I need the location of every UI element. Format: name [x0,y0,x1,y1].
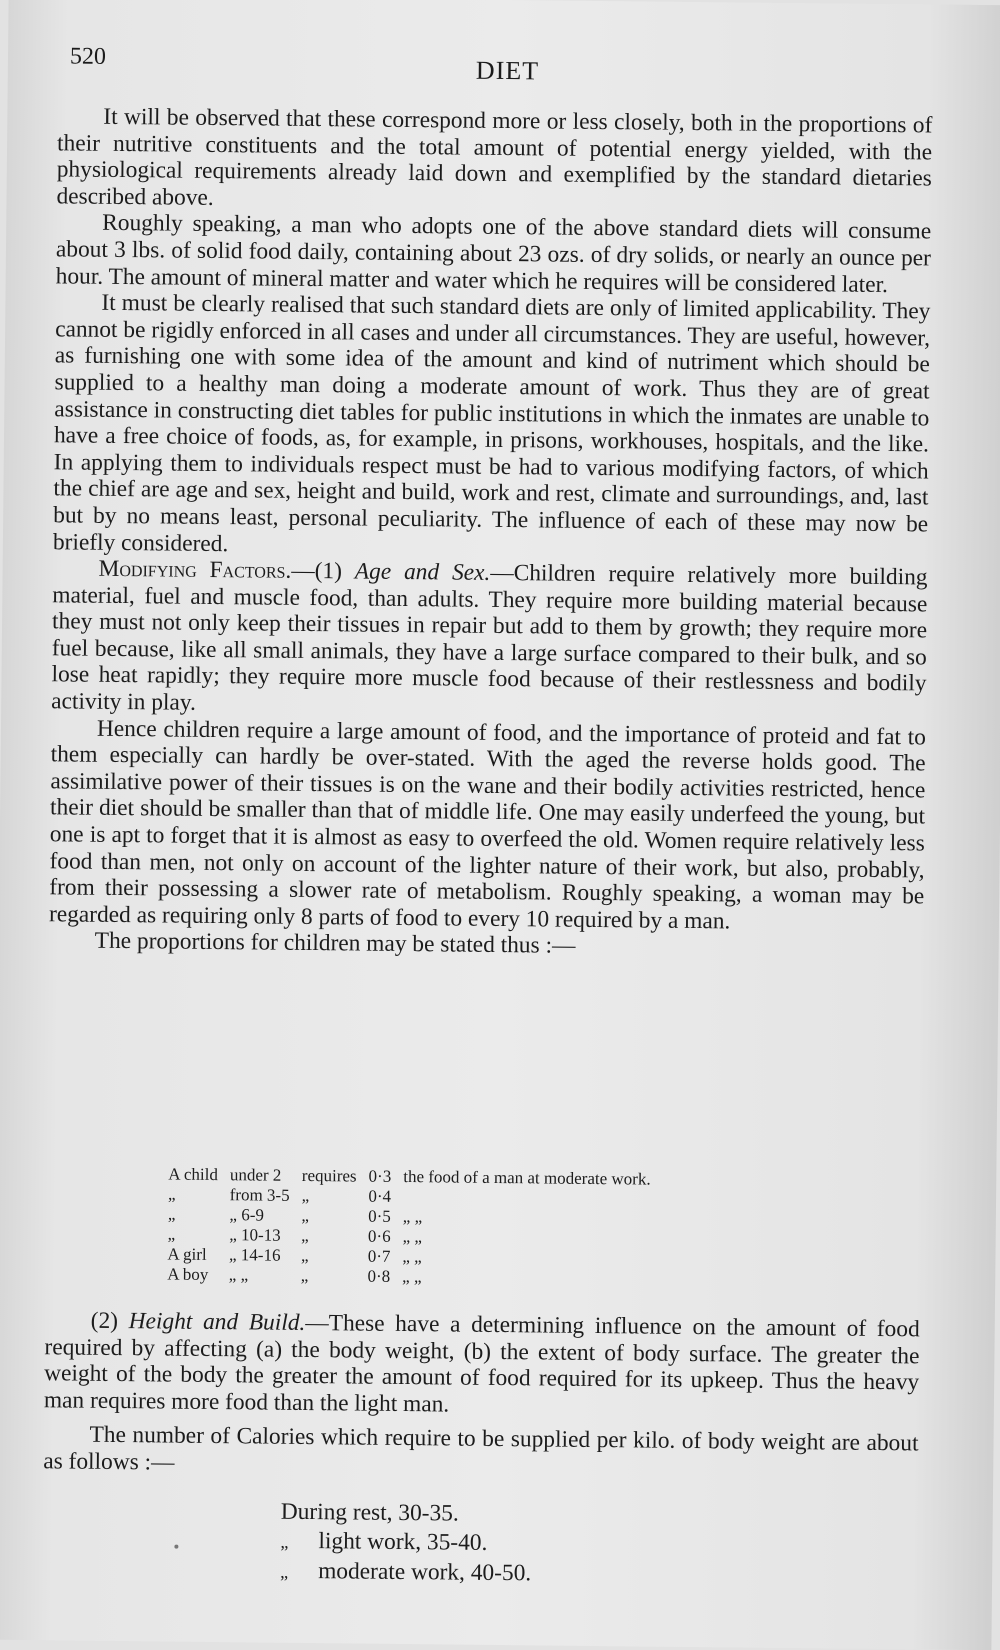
paragraph-height-and-build [44,1307,920,1423]
calories-light: „ light work, 35-40. [280,1528,488,1556]
table-cell-who: „ [167,1204,176,1224]
table-cell-verb: „ [300,1245,309,1266]
table-cell-verb: „ [301,1205,310,1226]
table-row [167,1265,662,1290]
table-cell-who: A child [168,1164,218,1185]
section-heading: Modifying Factors. [98,555,292,584]
paragraph-age-and-sex [51,555,928,724]
running-head: DIET [475,55,540,86]
page-number: 520 [69,43,107,70]
subsection-heading: Height and Build. [128,1308,306,1336]
table-cell-ratio: 0·6 [367,1226,391,1246]
table-cell-age: „ 10-13 [229,1225,281,1245]
table-cell-age: from 3-5 [229,1185,290,1205]
table-cell-ratio: 0·4 [368,1186,392,1206]
body-text [49,103,933,963]
children-proportions-table [167,1165,663,1290]
table-cell-who: A girl [167,1244,207,1264]
table-cell-who: „ [167,1224,176,1244]
table-cell-verb: „ [300,1265,309,1286]
table-cell-who: A boy [167,1264,209,1284]
table-cell-tail: „ „ [402,1227,423,1247]
ink-speck [174,1545,178,1549]
ditto-mark: „ [280,1531,289,1552]
paragraph-text: —These have a determining influence on the amount of food required by affecting (a) the body weight, (b) the extent of body surface. The greater the weight of the body the greater the amount of food required for its upkeep. Thus the heavy man requires more food than the light man. [43,1309,920,1418]
table-cell-ratio: 0·3 [368,1166,392,1186]
paragraph: It must be clearly realised that such standard diets are only of limited applicability. They cannot be rigidly enforced in all cases and under all circumstances. They are useful, however, as furnishing one with some idea of the amount and kind of nutriment which should be supplied to a healthy man doing a moderate amount of work. Thus they are of great assistance in constructing diet tables for public institutions in which the inmates are unable to have a free choice of foods, as, for example, in prisons, workhouses, hospitals, and the like. In applying them to individuals respect must be had to various modifying factors, of which the chief are age and sex, height and build, work and rest, climate and surroundings, and, last but by no means least, personal peculiarity. The influence of each of these may now be briefly considered. [52,289,931,557]
table-cell-tail: „ „ [402,1247,422,1267]
subsection-heading: Age and Sex. [354,558,491,586]
calories-rest: During rest, 30-35. [280,1498,459,1527]
ditto-mark: „ [280,1561,289,1582]
table-cell-ratio: 0·8 [367,1266,391,1286]
table-cell-verb: requires [301,1165,357,1186]
table-cell-tail: „ „ [402,1207,423,1227]
table-cell-verb: „ [301,1225,309,1246]
calories-list [280,1498,532,1590]
table-cell-tail: „ „ [402,1267,422,1287]
table-cell-age: „ „ [228,1265,249,1285]
table-cell-ratio: 0·7 [367,1246,391,1266]
paragraph: Roughly speaking, a man who adopts one of the above standard diets will consume about 3 lbs. of solid food daily, containing about 23 ozs. of dry solids, or nearly an ounce per hour. The amount of mineral matter and water which he requires will be considered later. [55,210,932,298]
paragraph-text: —Children require relatively more building material, fuel and muscle food, than adults. They require more building material because they must not only keep their tissues in repair but add to them by growth; they require more fuel because, like all small animals, they have a large surface compared to their bulk, and so lose heat rapidly; they require more muscle food because of their restlessness and bodily activity in play. [51,559,928,716]
table-cell-age: under 2 [229,1165,282,1185]
body-text-continued [43,1307,920,1484]
table-cell-ratio: 0·5 [368,1206,391,1226]
table-cell-tail: the food of a man at moderate work. [403,1167,651,1189]
paragraph: Hence children require a large amount of food, and the importance of proteid and fat to them especially can hardly be over-stated. With the aged the reverse holds good. The assimilative power of their tissues is on the wane and their bodily activities restricted, hence their diet should be smaller than that of middle life. One may easily underfeed the young, but one is apt to forget that it is almost as easy to overfeed the old. Women require relatively less food than men, not only on account of the lighter nature of their work, but also, probably, from their possessing a slower rate of metabolism. Roughly speaking, a woman may be regarded as requiring only 8 parts of food to every 10 required by a man. [48,715,927,935]
table-cell-age: „ 14-16 [228,1245,281,1265]
calories-moderate: „ moderate work, 40-50. [280,1558,532,1587]
paragraph: The proportions for children may be stated thus :— [94,928,576,960]
paragraph: It will be observed that these correspond more or less closely, both in the proportions of their nutritive constituents and the total amount of potential energy yielded, with the physiological requirements already laid down and exemplified by the standard dietaries described above. [56,103,933,211]
section-number: (2) [90,1307,129,1335]
table-cell-age: „ 6-9 [229,1205,265,1225]
table-cell-verb: „ [301,1185,310,1206]
paragraph: The number of Calories which require to be supplied per kilo. of body weight are about as follows :— [43,1422,919,1476]
table-cell-who: „ [167,1184,176,1204]
table-cell-tail [403,1187,663,1210]
section-number: —(1) [291,557,355,585]
